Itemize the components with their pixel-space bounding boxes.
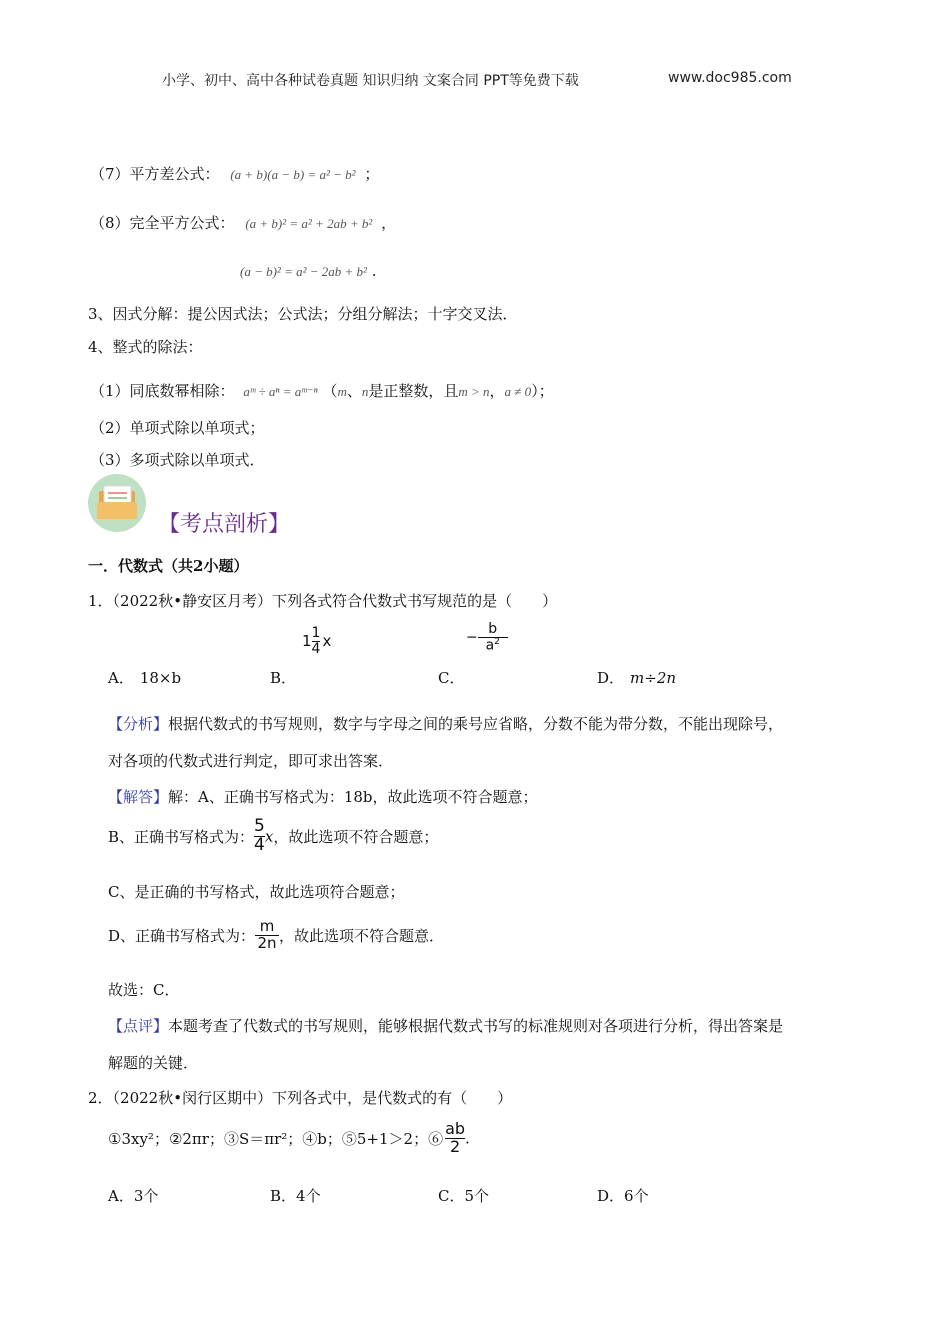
formula-7-end: ； — [364, 165, 380, 183]
q1-solution-line-a — [108, 786, 538, 807]
section-title: 【考点剖析】 — [158, 512, 291, 537]
fraction-num: m — [259, 917, 275, 935]
page-header-url: www.doc985.com — [668, 70, 792, 86]
option-label: D． — [597, 669, 625, 687]
formula-7-expression: (a + b)(a − b) = a² − b² — [230, 167, 356, 182]
q2-list-end: . — [465, 1129, 470, 1148]
solution-tag: 【解答】 — [108, 788, 169, 806]
fraction-den: 2n — [255, 935, 279, 952]
q2-option-a: A．3个 — [108, 1187, 159, 1205]
q1-option-c-label: C． — [438, 669, 465, 687]
q2-option-c: C．5个 — [438, 1187, 490, 1205]
solution-b-pre: B、正确书写格式为： — [108, 827, 255, 846]
mixed-whole: 1 — [302, 632, 312, 651]
var-m: m — [337, 384, 347, 399]
q1-solution-line-d — [108, 919, 444, 952]
formula-7-line — [90, 163, 379, 184]
division-rule-1-formula: aᵐ ÷ aⁿ = aᵐ⁻ⁿ — [243, 384, 318, 399]
q1-analysis-line-2: 对各项的代数式进行判定，即可求出答案． — [108, 752, 394, 770]
fraction-den: 2 — [445, 1138, 465, 1156]
option-label: A． — [108, 669, 134, 687]
q1-option-d — [597, 667, 676, 688]
solution-d-fraction — [255, 919, 279, 952]
q2-list-line — [108, 1121, 470, 1156]
solution-d-pre: D、正确书写格式为： — [108, 926, 256, 945]
option-d-text: m÷2n — [630, 669, 677, 687]
formula-8b-end: . — [371, 262, 377, 280]
q1-option-c-fraction — [466, 622, 508, 653]
q2-list-text: ①3xy²；②2πr；③S＝πr²；④b；⑤5+1＞2；⑥ — [108, 1129, 444, 1148]
division-heading: 4、整式的除法： — [88, 338, 203, 356]
mixed-fraction — [312, 626, 321, 656]
var-n: n — [361, 384, 369, 399]
division-rule-3: （3）多项式除以单项式． — [90, 451, 265, 469]
division-rule-1-label: （1）同底数幂相除： — [90, 382, 235, 400]
comment-tag: 【点评】 — [108, 1017, 169, 1035]
q1-option-b-label: B． — [270, 669, 297, 687]
analysis-text-1: 根据代数式的书写规则，数字与字母之间的乘号应省略，分数不能为带分数，不能出现除号， — [168, 715, 784, 733]
division-rule-1 — [90, 380, 554, 401]
formula-8-label: （8）完全平方公式： — [90, 214, 235, 232]
q2-fraction — [445, 1121, 465, 1156]
formula-8b-line — [240, 262, 377, 280]
fraction-den: 4 — [254, 834, 265, 855]
mixed-var: x — [322, 632, 332, 651]
solution-b-fraction — [254, 818, 265, 855]
option-a-text: 18×b — [139, 669, 182, 687]
fraction-den-exp: 2 — [494, 636, 500, 647]
fraction-num: 1 — [311, 625, 321, 641]
formula-8b-expression: (a − b)² = a² − 2ab + b² — [240, 264, 367, 279]
analysis-tag: 【分析】 — [108, 715, 169, 733]
condition-a-ne-0: a ≠ 0 — [504, 384, 532, 399]
solution-b-post: ，故此选项不符合题意； — [273, 827, 439, 846]
formula-8-line — [90, 212, 396, 233]
division-rule-2: （2）单项式除以单项式； — [90, 419, 265, 437]
folder-icon — [88, 474, 146, 532]
separator: 、 — [346, 382, 362, 400]
q1-analysis-line-1 — [108, 713, 783, 734]
solution-a-text: 解：A、正确书写格式为：18b，故此选项不符合题意； — [168, 788, 538, 806]
formula-8-expression: (a + b)² = a² + 2ab + b² — [245, 216, 373, 231]
q1-comment-line-1 — [108, 1015, 783, 1036]
comma: ， — [489, 382, 505, 400]
fraction-sign: − — [466, 629, 478, 646]
question-2-stem: 2．（2022秋•闵行区期中）下列各式中，是代数式的有（ ） — [88, 1089, 513, 1107]
fraction-den-base: a — [485, 637, 495, 654]
q1-solution-line-b — [108, 818, 438, 855]
division-rule-1-text: 是正整数，且 — [368, 382, 459, 400]
q2-option-b: B．4个 — [270, 1187, 321, 1205]
q1-comment-line-2: 解题的关键． — [108, 1054, 199, 1072]
fraction — [478, 622, 508, 653]
part-heading: 一．代数式（共2小题） — [88, 557, 249, 575]
fraction-den — [478, 637, 508, 653]
fraction-num: ab — [445, 1119, 466, 1138]
q1-option-b-mixed-fraction — [302, 626, 331, 656]
solution-b-var: x — [264, 827, 274, 846]
condition-m-gt-n: m > n — [458, 384, 490, 399]
factorization-line: 3、因式分解：提公因式法；公式法；分组分解法；十字交叉法． — [88, 305, 518, 323]
division-rule-1-close: ）； — [531, 382, 554, 400]
fraction-den: 4 — [311, 640, 321, 657]
comment-text-1: 本题考查了代数式的书写规则，能够根据代数式书写的标准规则对各项进行分析，得出答案是 — [168, 1017, 784, 1035]
q2-option-d: D．6个 — [597, 1187, 649, 1205]
division-rule-1-open: （ — [322, 382, 338, 400]
q1-choice: 故选：C． — [108, 981, 180, 999]
solution-d-post: ，故此选项不符合题意． — [279, 926, 445, 945]
fraction-num: 5 — [254, 816, 265, 836]
page-header-text: 小学、初中、高中各种试卷真题 知识归纳 文案合同 PPT等免费下载 — [162, 73, 579, 89]
formula-7-label: （7）平方差公式： — [90, 165, 220, 183]
fraction-num: b — [488, 621, 498, 637]
q1-solution-line-c: C、是正确的书写格式，故此选项符合题意； — [108, 883, 405, 901]
question-1-stem: 1．（2022秋•静安区月考）下列各式符合代数式书写规范的是（ ） — [88, 592, 558, 610]
formula-8-end: ， — [381, 214, 397, 232]
q1-option-a — [108, 667, 181, 688]
